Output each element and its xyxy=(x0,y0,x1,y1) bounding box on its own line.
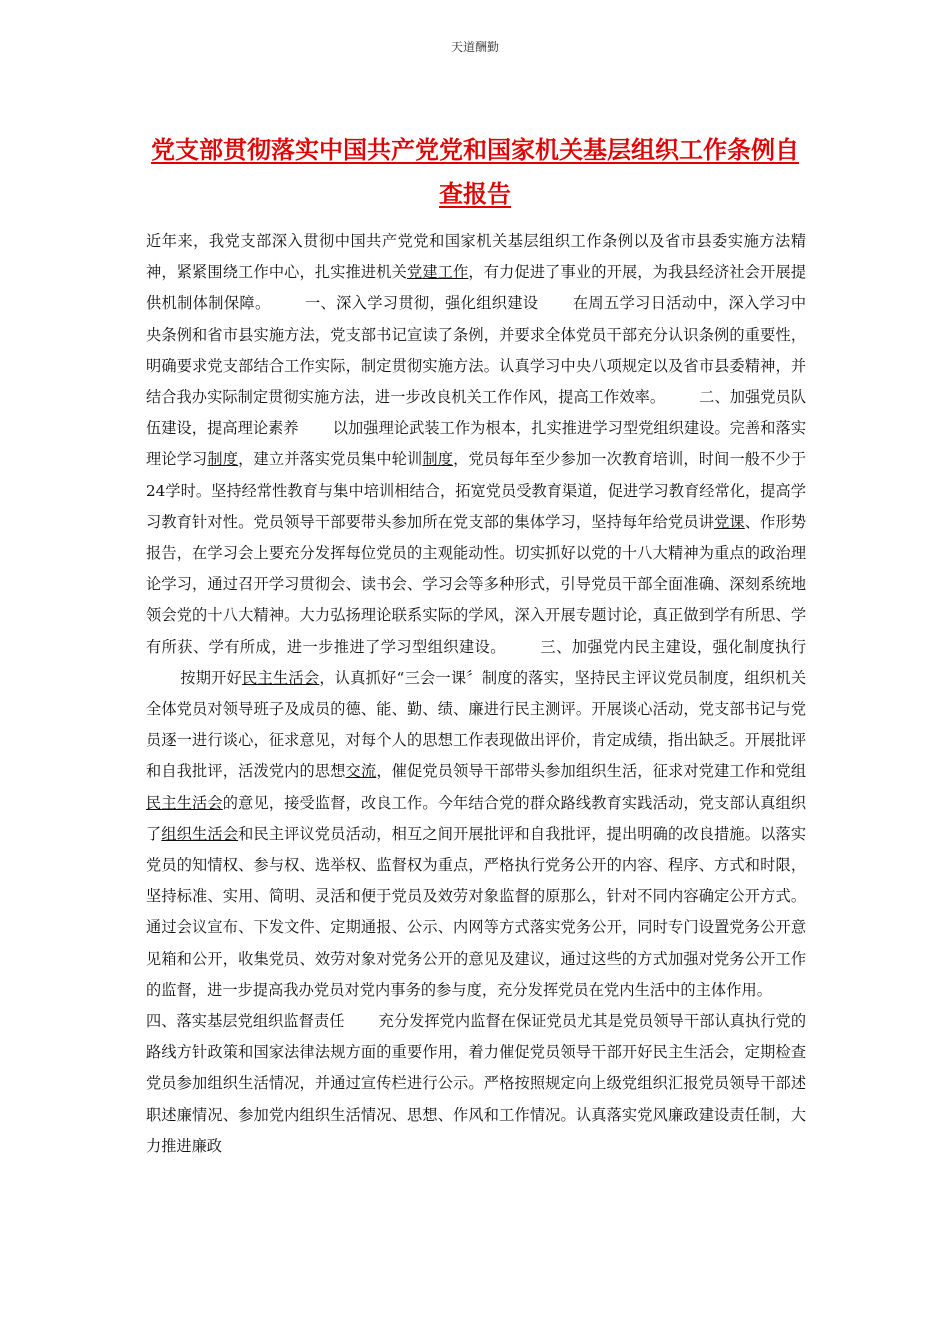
link-organization-meeting[interactable]: 组织生活会 xyxy=(161,824,239,843)
section-1-body: 在周五学习日活动中，深入学习中央条例和省市县实施方法，党支部书记宣读了条例，并要求全体党员干部充分认识条例的重要性，明确要求党支部结合工作实际，制定贯彻实施方法。认真学习中央八项规定以及省市县委精神，并结合我办实际制定贯彻实施方法，进一步改良机关工作作风，提高工作效率。 xyxy=(146,294,807,407)
section-heading-3: 三、加强党内民主建设，强化制度执行 xyxy=(539,637,807,656)
link-democratic-meeting-2[interactable]: 民主生活会 xyxy=(146,793,223,812)
link-democratic-meeting-1[interactable]: 民主生活会 xyxy=(242,668,320,687)
section-4-body: 充分发挥党内监督在保证党员尤其是党员领导干部认真执行党的路线方针政策和国家法律法规方面的重要作用，着力催促党员领导干部开好民主生活会，定期检查党员参加组织生活情况，并通过宣传栏进行公示。严格按照规定向上级党组织汇报党员领导干部述职述廉情况、参加党内组织生活情况、思想、作风和工作情况。认真落实党风廉政建设责任制，大力推进廉政 xyxy=(146,1012,807,1155)
section-3-body-d: 的意见，接受监督，改良工作。今年结合党的群众路线教育实践活动，党支部认真组织了 xyxy=(146,793,807,843)
link-party-lecture[interactable]: 党课 xyxy=(714,512,745,531)
section-2-body: 以加强理论武装工作为根本，扎实推进学习型党组织建设。完善和落实理论学习 xyxy=(146,419,807,469)
section-2-body-b: ，建立并落实党员集中轮训 xyxy=(238,450,423,469)
document-title xyxy=(140,128,810,216)
paragraph-intro-cont: ，有力促进了事业的开展，为我县经济社会开展提供机制体制保障。 xyxy=(146,263,807,313)
section-3-body-e: 和民主评议党员活动，相互之间开展批评和自我批评，提出明确的改良措施。以落实党员的知情权、参与权、选举权、监督权为重点，严格执行党务公开的内容、程序、方式和时限，坚持标准、实用、简明、灵活和便于党员及效劳对象监督的原那么，针对不同内容确定公开方式。通过会议宣布、下发文件、定期通报、公示、内网等方式落实党务公开，同时专门设置党务公开意见箱和公开，收集党员、效劳对象对党务公开的意见及建议，通过这些的方式加强对党务公开工作的监督，进一步提高我办党员对党内事务的参与度，充分发挥党员在党内生活中的主体作用。 xyxy=(146,824,807,999)
section-heading-2: 二、加强党员队伍建设，提高理论素养 xyxy=(146,388,807,438)
page-header: 天道酬勤 xyxy=(450,40,499,54)
section-2-body-c: ，党员每年至少参加一次教育培训，时间一般不少于24学时。坚持经常性教育与集中培训相结合，拓宽党员受教育渠道，促进学习教育经常化，提高学习教育针对性。党员领导干部要带头参加所在党支部的集体学习，坚持每年给党员讲 xyxy=(146,450,807,531)
paragraph-intro: 近年来，我党支部深入贯彻中国共产党党和国家机关基层组织工作条例以及省市县委实施方法精神，紧紧围绕工作中心，扎实推进机关 xyxy=(146,232,806,282)
section-2-body-d: 、作形势报告，在学习会上要充分发挥每位党员的主观能动性。切实抓好以党的十八大精神为重点的政治理论学习，通过召开学习贯彻会、读书会、学习会等多种形式，引导党员干部全面准确、深刻系统地领会党的十八大精神。大力弘扬理论联系实际的学风，深入开展专题讨论，真正做到学有所思、学有所获、学有所成，进一步推进了学习型组织建设。 xyxy=(146,512,807,656)
link-system-1[interactable]: 制度 xyxy=(207,450,239,469)
section-heading-1: 一、深入学习贯彻，强化组织建设 xyxy=(304,294,539,313)
section-3-body: 按期开好 xyxy=(180,668,243,687)
section-3-body-b: ，认真抓好“三会一课〞制度的落实，坚持民主评议党员制度，组织机关全体党员对领导班子及成员的德、能、勤、绩、廉进行民主测评。开展谈心活动，党支部书记与党员逐一进行谈心，征求意见，对每个人的思想工作表现做出评价，肯定成绩，指出缺乏。开展批评和自我批评，活泼党内的思想 xyxy=(146,668,807,781)
document-title-text: 党支部贯彻落实中国共产党党和国家机关基层组织工作条例自查报告 xyxy=(151,136,799,208)
section-heading-4: 四、落实基层党组织监督责任 xyxy=(146,1012,345,1031)
section-3-body-c: ，催促党员领导干部带头参加组织生活，征求对党建工作和党组 xyxy=(376,762,807,781)
link-system-2[interactable]: 制度 xyxy=(422,450,454,469)
link-exchange[interactable]: 交流 xyxy=(345,762,377,781)
link-party-building[interactable]: 党建工作 xyxy=(407,263,469,282)
document-body xyxy=(146,226,806,1162)
